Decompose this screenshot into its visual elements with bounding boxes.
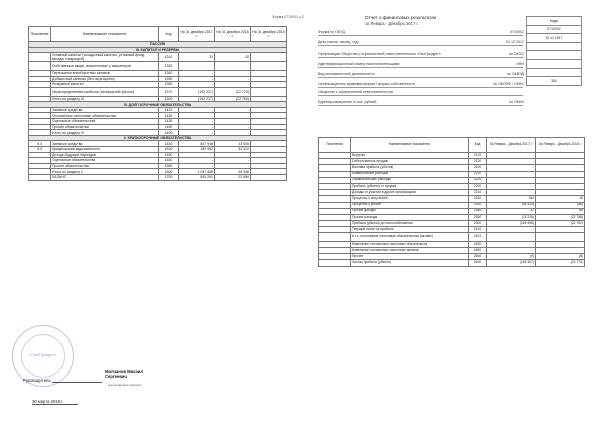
column-header: Наименование показателя xyxy=(51,27,159,42)
code-cell: 384 xyxy=(527,77,582,86)
cell-name: Заемные средства xyxy=(51,141,159,147)
left-form-code: Форма 0710001 с.2 xyxy=(272,15,304,19)
cell-name: Доходы от участия в других организациях xyxy=(351,190,469,196)
cell-v1: 189 962 xyxy=(179,146,215,152)
report-title: Отчет о финансовых результатах xyxy=(365,15,437,20)
meta-value: по ОКПО xyxy=(508,52,524,56)
meta-row xyxy=(318,90,393,94)
cell-v3 xyxy=(251,174,287,180)
cell-v3 xyxy=(251,62,287,71)
cell-v1: 1 037 468 xyxy=(179,169,215,175)
cell-name: Проценты к получению xyxy=(351,196,469,202)
cell-v2: - xyxy=(536,165,585,171)
cell-v1: - xyxy=(179,163,215,169)
table-row xyxy=(29,174,287,180)
code-cell xyxy=(527,68,582,77)
cell-v1: - xyxy=(179,119,215,125)
cell-name: Коммерческие расходы xyxy=(351,171,469,177)
cell-name: Итого по разделу III xyxy=(51,96,159,102)
cell-name: в т.ч. постоянные налоговые обязательства (активы) xyxy=(351,233,469,241)
cell-v2: - xyxy=(536,177,585,183)
cell-note xyxy=(29,62,51,71)
cell-name: Прочие доходы xyxy=(351,208,469,214)
cell-name: Прочие обязательства xyxy=(51,124,159,130)
cell-v1: - xyxy=(179,107,215,113)
cell-name: Чистая прибыль (убыток) xyxy=(351,260,469,266)
cell-name: БАЛАНС xyxy=(51,174,159,180)
balance-liabilities-table xyxy=(28,26,287,181)
column-header: Код xyxy=(159,27,179,42)
cell-name: Выручка xyxy=(351,153,469,159)
cell-v1: 845 261 xyxy=(179,174,215,180)
cell-code: 2300 xyxy=(469,221,487,227)
cell-name: Итого по разделу IV xyxy=(51,130,159,136)
cell-v1: - xyxy=(487,153,536,159)
table-row xyxy=(319,260,585,266)
cell-v1: - xyxy=(487,233,536,241)
cell-v1: - xyxy=(487,159,536,165)
codes-box xyxy=(526,16,582,86)
cell-name: Нераспределенная прибыль (непокрытый убыток) xyxy=(51,87,159,96)
cell-v1: - xyxy=(179,82,215,88)
cell-v2: - xyxy=(215,107,251,113)
cell-name: Уставный капитал (складочный капитал, уставный фонд, вклады товарищей) xyxy=(51,53,159,62)
cell-code: 2100 xyxy=(469,165,487,171)
cell-code: 1500 xyxy=(159,169,179,175)
cell-v2: - xyxy=(536,248,585,254)
cell-v1: - xyxy=(487,241,536,247)
meta-row xyxy=(318,82,415,86)
cell-name: Себестоимость продаж xyxy=(351,159,469,165)
cell-v1: - xyxy=(179,152,215,158)
cell-name: Отложенные налоговые обязательства xyxy=(51,113,159,119)
meta-row xyxy=(318,62,399,66)
cell-code: 1530 xyxy=(159,152,179,158)
column-header: За Январь - Декабрь 2016 г. xyxy=(536,138,585,153)
cell-v2: - xyxy=(215,119,251,125)
signatory-name: Молчанов Михаил Сергеевич xyxy=(105,369,144,379)
meta-label: Дата (число, месяц, год) xyxy=(318,40,359,44)
cell-v1: - xyxy=(487,171,536,177)
table-header-row xyxy=(29,27,287,42)
code-cell xyxy=(527,59,582,68)
cell-v2: - xyxy=(215,82,251,88)
table-header-row xyxy=(319,138,585,153)
cell-name: Оценочные обязательства xyxy=(51,158,159,164)
cell-name: Итого по разделу V xyxy=(51,169,159,175)
signature-date: 30 марта 2018 г. xyxy=(32,399,64,404)
cell-v1: (192 227) xyxy=(179,87,215,96)
section-title: V. КРАТКОСРОЧНЫЕ ОБЯЗАТЕЛЬСТВА xyxy=(29,135,287,141)
meta-label: Организация Общество с ограниченной ответственностью «ЭкоПродукт» xyxy=(318,52,441,56)
cell-v1: - xyxy=(487,190,536,196)
cell-code: 1540 xyxy=(159,158,179,164)
cell-name: Заемные средства xyxy=(51,107,159,113)
cell-name: Прибыль (убыток) от продаж xyxy=(351,183,469,189)
cell-v2: - xyxy=(536,241,585,247)
cell-name: Переоценка внеоборотных активов xyxy=(51,71,159,77)
cell-v2: - xyxy=(536,227,585,233)
cell-name: Текущий налог на прибыль xyxy=(351,227,469,233)
cell-v1 xyxy=(179,62,215,71)
cell-code: 1420 xyxy=(159,113,179,119)
cell-name: Доходы будущих периодов xyxy=(51,152,159,158)
signature-label: Руководитель xyxy=(23,378,51,383)
cell-v2: - xyxy=(215,158,251,164)
section-title: ПАССИВ xyxy=(29,42,287,48)
cell-code: 1400 xyxy=(159,130,179,136)
cell-v2: 10 xyxy=(215,53,251,62)
meta-underline xyxy=(318,35,523,36)
cell-v2: (8) xyxy=(536,254,585,260)
meta-row xyxy=(318,30,345,34)
cell-v1: - xyxy=(179,76,215,82)
cell-code: 2430 xyxy=(469,241,487,247)
cell-v2: 13 000 xyxy=(215,141,251,147)
cell-v1: (169 458) xyxy=(487,221,536,227)
cell-code: 1520 xyxy=(159,146,179,152)
cell-code: 2320 xyxy=(469,196,487,202)
cell-v2: - xyxy=(536,153,585,159)
cell-code: 2120 xyxy=(469,159,487,165)
cell-v1: - xyxy=(487,248,536,254)
cell-v2: - xyxy=(215,76,251,82)
cell-code: 2421 xyxy=(469,233,487,241)
cell-code: 1450 xyxy=(159,124,179,130)
column-header: Пояснения xyxy=(319,138,351,153)
table-row xyxy=(29,62,287,71)
cell-v1: - xyxy=(487,165,536,171)
meta-label: Идентификационный номер налогоплательщика xyxy=(318,62,400,66)
cell-v2: 69 xyxy=(536,208,585,214)
meta-label: Форма по ОКУД xyxy=(318,30,345,34)
cell-code: 1430 xyxy=(159,119,179,125)
cell-v2: - xyxy=(215,113,251,119)
meta-value: 0710002 xyxy=(510,30,524,34)
cell-v2: - xyxy=(536,183,585,189)
cell-code: 2220 xyxy=(469,177,487,183)
cell-v1: - xyxy=(179,71,215,77)
meta-label: Единица измерения: в тыс. рублей xyxy=(318,100,377,104)
column-header: На 31 декабря 2017 г. xyxy=(179,27,215,42)
column-header: Код xyxy=(469,138,487,153)
cell-name: Оценочные обязательства xyxy=(51,119,159,125)
cell-v2: - xyxy=(536,159,585,165)
cell-v1: (9) xyxy=(487,254,536,260)
income-statement-table xyxy=(318,137,585,267)
code-cell xyxy=(527,51,582,60)
cell-code: 1350 xyxy=(159,76,179,82)
cell-v1: - xyxy=(487,177,536,183)
cell-code: 2340 xyxy=(469,208,487,214)
cell-v1: - xyxy=(487,227,536,233)
cell-v3 xyxy=(251,87,287,96)
cell-name: Управленческие расходы xyxy=(351,177,469,183)
meta-underline xyxy=(318,87,523,88)
report-period: за Январь - Декабрь 2017 г. xyxy=(365,21,419,26)
cell-v1: 10 xyxy=(179,53,215,62)
cell-v2: - xyxy=(215,163,251,169)
column-header: Наименование показателя xyxy=(351,138,469,153)
cell-v2: (22 762) xyxy=(536,221,585,227)
meta-label: Организационно-правовая форма / форма собственности xyxy=(318,82,415,86)
code-cell: 0710002 xyxy=(527,25,582,34)
cell-v2: - xyxy=(215,130,251,136)
cell-v2: - xyxy=(536,233,585,241)
cell-v1: (169 467) xyxy=(487,260,536,266)
signature-note: (расшифровка подписи) xyxy=(108,383,142,387)
meta-value: 31 12 2017 xyxy=(506,40,524,44)
cell-code: 1370 xyxy=(159,87,179,96)
cell-v2: - xyxy=(215,152,251,158)
section-title: IV. ДОЛГОСРОЧНЫЕ ОБЯЗАТЕЛЬСТВА xyxy=(29,102,287,108)
meta-row xyxy=(318,52,441,56)
cell-v2 xyxy=(215,62,251,71)
cell-code: 1510 xyxy=(159,141,179,147)
cell-note xyxy=(319,260,351,266)
cell-name: Резервный капитал xyxy=(51,82,159,88)
cell-note xyxy=(29,53,51,62)
cell-v2: 15 xyxy=(536,196,585,202)
cell-code: 2210 xyxy=(469,171,487,177)
meta-value: ИНН xyxy=(516,62,524,66)
table-row xyxy=(29,53,287,62)
cell-name: Прочие расходы xyxy=(351,214,469,220)
cell-name: Прибыль (убыток) до налогообложения xyxy=(351,221,469,227)
meta-label: Вид экономической деятельности xyxy=(318,72,375,76)
cell-v1: (95 420) xyxy=(487,202,536,208)
cell-v2: (22 788) xyxy=(536,214,585,220)
cell-v1: (192 217) xyxy=(179,96,215,102)
cell-note: 5.3 xyxy=(29,141,51,147)
cell-v1: (74 225) xyxy=(487,214,536,220)
cell-v2: - xyxy=(536,171,585,177)
cell-v2: 45 346 xyxy=(215,169,251,175)
cell-code: 2110 xyxy=(469,153,487,159)
cell-note xyxy=(29,87,51,96)
cell-code: 2310 xyxy=(469,190,487,196)
cell-v2: 32 322 xyxy=(215,146,251,152)
cell-name: Изменение отложенных налоговых обязательств xyxy=(351,241,469,247)
cell-note xyxy=(319,233,351,241)
cell-name: Собственные акции, выкупленные у акционеров xyxy=(51,62,159,71)
cell-name: Валовая прибыль (убыток) xyxy=(351,165,469,171)
cell-v2: (58) xyxy=(536,202,585,208)
cell-v2: 22 586 xyxy=(215,174,251,180)
cell-name: Проценты к уплате xyxy=(351,202,469,208)
cell-code: 2200 xyxy=(469,183,487,189)
cell-code: 1410 xyxy=(159,107,179,113)
cell-v3 xyxy=(251,53,287,62)
table-row xyxy=(319,233,585,241)
cell-name: Прочие обязательства xyxy=(51,163,159,169)
meta-underline xyxy=(318,45,523,46)
cell-v1: - xyxy=(179,124,215,130)
cell-v1: 37 xyxy=(487,208,536,214)
date-line xyxy=(32,404,78,405)
cell-code: 1320 xyxy=(159,62,179,71)
code-cell xyxy=(527,42,582,51)
cell-v1: - xyxy=(179,113,215,119)
cell-code: 1340 xyxy=(159,71,179,77)
cell-code: 2400 xyxy=(469,260,487,266)
meta-underline xyxy=(318,105,523,106)
cell-code: 2350 xyxy=(469,214,487,220)
cell-name: Кредиторская задолженность xyxy=(51,146,159,152)
stamp-text: «ЭкоПродукт» xyxy=(29,352,57,357)
cell-code: 2450 xyxy=(469,248,487,254)
cell-code: 1550 xyxy=(159,163,179,169)
meta-value: по ОКВЭД xyxy=(506,72,524,76)
meta-underline xyxy=(318,95,523,96)
meta-row xyxy=(318,40,359,44)
column-header: На 31 декабря 2016 г. xyxy=(215,27,251,42)
cell-v2: - xyxy=(215,71,251,77)
cell-code: 1700 xyxy=(159,174,179,180)
code-cell: Коды xyxy=(527,17,582,26)
cell-code: 1310 xyxy=(159,53,179,62)
cell-name: Изменение отложенных налоговых активов xyxy=(351,248,469,254)
cell-v1: - xyxy=(179,130,215,136)
section-title: III. КАПИТАЛ И РЕЗЕРВЫ xyxy=(29,47,287,53)
cell-code: 1360 xyxy=(159,82,179,88)
cell-code: 1300 xyxy=(159,96,179,102)
column-header: Пояснения xyxy=(29,27,51,42)
meta-underline xyxy=(318,77,523,78)
cell-name: Прочее xyxy=(351,254,469,260)
cell-code: 2460 xyxy=(469,254,487,260)
cell-name: Добавочный капитал (без переоценки) xyxy=(51,76,159,82)
cell-v2: - xyxy=(215,124,251,130)
meta-label: Общество с ограниченной ответственностью xyxy=(318,90,394,94)
meta-underline xyxy=(318,67,523,68)
cell-code: 2410 xyxy=(469,227,487,233)
meta-row xyxy=(318,100,376,104)
column-header: За Январь - Декабрь 2017 г. xyxy=(487,138,536,153)
meta-value: по ОКЕИ xyxy=(509,100,524,104)
cell-v2: (22 770) xyxy=(215,87,251,96)
cell-v1: 150 xyxy=(487,196,536,202)
cell-v1: - xyxy=(487,183,536,189)
cell-note xyxy=(29,174,51,180)
meta-underline xyxy=(318,57,523,58)
table-row xyxy=(29,87,287,96)
cell-code: 2330 xyxy=(469,202,487,208)
cell-note: 5.3 xyxy=(29,146,51,152)
cell-v1: - xyxy=(179,158,215,164)
cell-v2: (22 760) xyxy=(215,96,251,102)
signature-line xyxy=(52,382,102,383)
column-header: На 31 декабря 2015 г. xyxy=(251,27,287,42)
meta-value: по ОКОПФ / ОКФС xyxy=(493,82,524,86)
code-cell: 31 12 2017 xyxy=(527,34,582,43)
meta-row xyxy=(318,72,375,76)
cell-v2: - xyxy=(536,190,585,196)
cell-v2: (22 770) xyxy=(536,260,585,266)
cell-v1: 847 946 xyxy=(179,141,215,147)
